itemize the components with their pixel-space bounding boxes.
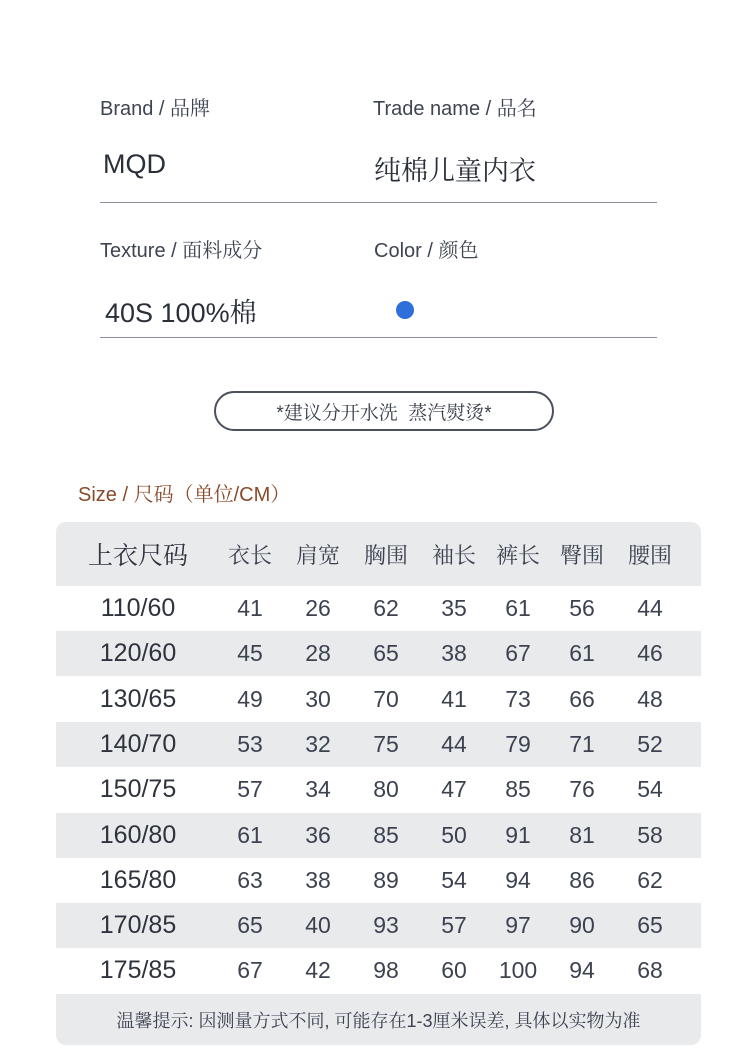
measurement-cell: 35 [441, 595, 467, 621]
measurement-cell: 50 [441, 821, 467, 848]
measurement-cell: 34 [305, 776, 331, 803]
measurement-cell: 48 [637, 685, 663, 712]
size-cell: 175/85 [99, 956, 177, 985]
measurement-cell: 94 [505, 866, 531, 893]
trade-name-value: 纯棉儿童内衣 [374, 156, 536, 186]
measurement-cell: 75 [373, 730, 399, 757]
measurement-cell: 54 [637, 776, 663, 803]
measurement-cell: 66 [569, 685, 595, 712]
measurement-cell: 40 [305, 912, 331, 939]
measurement-cell: 56 [569, 595, 595, 621]
measurement-cell: 41 [237, 595, 263, 621]
header-cell: 袖长 [431, 542, 476, 568]
size-cell: 110/60 [100, 594, 176, 622]
measurement-cell: 94 [569, 957, 595, 984]
size-table [56, 522, 701, 1045]
measurement-cell: 57 [237, 776, 263, 803]
measurement-cell: 28 [305, 640, 331, 667]
table-row [56, 586, 701, 631]
size-cell: 130/65 [99, 684, 177, 713]
measurement-cell: 36 [305, 821, 331, 848]
measurement-cell: 67 [505, 640, 531, 667]
measurement-cell: 85 [505, 776, 531, 803]
color-swatch [396, 301, 414, 319]
measurement-cell: 38 [305, 866, 331, 893]
measurement-cell: 98 [373, 957, 399, 984]
trade-name-label: Trade name / 品名 [373, 98, 537, 120]
table-row [56, 858, 701, 903]
measurement-cell: 46 [637, 640, 663, 667]
measurement-footnote: 温馨提示: 因测量方式不同, 可能存在1-3厘米误差, 具体以实物为准 [56, 994, 701, 1045]
measurement-cell: 62 [373, 595, 399, 621]
measurement-cell: 63 [237, 866, 263, 893]
wash-care-note: *建议分开水洗 蒸汽熨烫* [214, 391, 554, 431]
measurement-cell: 65 [237, 912, 263, 939]
divider-1 [100, 202, 657, 203]
measurement-cell: 52 [637, 730, 663, 757]
table-row [56, 813, 701, 858]
table-row [56, 722, 701, 767]
table-row [56, 677, 701, 722]
measurement-cell: 42 [305, 957, 331, 984]
measurement-cell: 76 [569, 776, 595, 803]
measurement-cell: 62 [637, 866, 663, 893]
size-chart-title: Size / 尺码（单位/CM） [78, 484, 291, 506]
texture-value: 40S 100%棉 [105, 298, 257, 328]
measurement-cell: 30 [305, 685, 331, 712]
measurement-cell: 61 [569, 640, 595, 667]
measurement-cell: 89 [373, 866, 399, 893]
measurement-cell: 65 [373, 640, 399, 667]
size-cell: 120/60 [99, 639, 177, 668]
measurement-cell: 85 [373, 821, 399, 848]
measurement-cell: 58 [637, 821, 663, 848]
size-cell: 165/80 [99, 865, 177, 894]
measurement-cell: 44 [441, 730, 467, 757]
header-cell: 肩宽 [295, 542, 340, 568]
measurement-cell: 91 [505, 821, 531, 848]
measurement-cell: 100 [498, 957, 538, 984]
measurement-cell: 54 [441, 866, 467, 893]
measurement-cell: 61 [505, 595, 531, 621]
size-cell: 150/75 [99, 775, 177, 804]
header-cell: 上衣尺码 [87, 542, 188, 570]
brand-value: MQD [103, 149, 166, 179]
measurement-cell: 44 [637, 595, 663, 621]
divider-2 [100, 337, 657, 338]
texture-label: Texture / 面料成分 [100, 240, 263, 262]
table-header [56, 522, 701, 586]
measurement-cell: 60 [441, 957, 467, 984]
measurement-cell: 67 [237, 957, 263, 984]
size-cell: 140/70 [99, 729, 177, 758]
measurement-cell: 47 [441, 776, 467, 803]
measurement-cell: 38 [441, 640, 467, 667]
header-cell: 衣长 [227, 542, 272, 568]
table-row [56, 631, 701, 676]
measurement-cell: 68 [637, 957, 663, 984]
measurement-cell: 49 [237, 685, 263, 712]
measurement-cell: 70 [373, 685, 399, 712]
header-cell: 裤长 [495, 542, 540, 568]
measurement-cell: 86 [569, 866, 595, 893]
measurement-cell: 80 [373, 776, 399, 803]
measurement-cell: 71 [569, 730, 595, 757]
measurement-cell: 61 [237, 821, 263, 848]
header-cell: 腰围 [627, 542, 672, 568]
measurement-cell: 26 [305, 595, 331, 621]
measurement-cell: 41 [441, 685, 467, 712]
measurement-cell: 45 [237, 640, 263, 667]
measurement-cell: 32 [305, 730, 331, 757]
header-cell: 胸围 [363, 542, 408, 568]
measurement-cell: 93 [373, 912, 399, 939]
measurement-cell: 73 [505, 685, 531, 712]
measurement-cell: 90 [569, 912, 595, 939]
measurement-cell: 53 [237, 730, 263, 757]
table-row [56, 767, 701, 812]
measurement-cell: 81 [569, 821, 595, 848]
measurement-cell: 79 [505, 730, 531, 757]
color-label: Color / 颜色 [374, 240, 479, 262]
header-cell: 臀围 [559, 542, 604, 568]
table-row [56, 948, 701, 993]
size-cell: 160/80 [99, 820, 177, 849]
measurement-cell: 97 [505, 912, 531, 939]
size-cell: 170/85 [99, 911, 177, 940]
brand-label: Brand / 品牌 [100, 98, 211, 120]
table-row [56, 903, 701, 948]
measurement-cell: 65 [637, 912, 663, 939]
measurement-cell: 57 [441, 912, 467, 939]
